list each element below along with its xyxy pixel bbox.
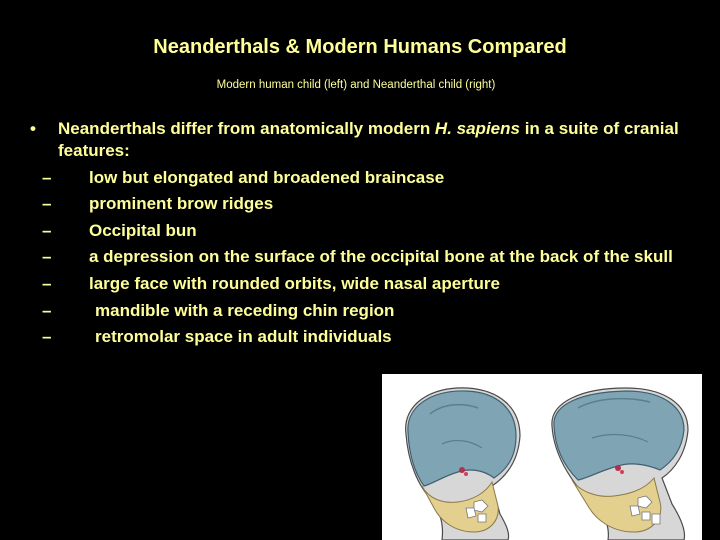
sub-item (30, 220, 690, 242)
bullet-text-rest: in a suite of cranial features: (58, 119, 679, 160)
dash-marker: – (42, 273, 52, 293)
sub-item-text: low but elongated and broadened braincase (89, 167, 445, 187)
skull-illustration (382, 374, 702, 540)
dash-marker: – (42, 300, 52, 320)
sub-item (30, 167, 690, 189)
bullet-text-lead: Neanderthals differ from anatomically modern (58, 119, 435, 138)
sub-item-text: retromolar space in adult individuals (95, 327, 392, 347)
sub-item-text: large face with rounded orbits, wide nasal aperture (89, 273, 500, 293)
sub-item-text: prominent brow ridges (89, 194, 274, 214)
skull-comparison-image (382, 374, 702, 540)
dash-marker: – (42, 167, 52, 187)
sub-item (30, 273, 690, 295)
dash-marker: – (42, 194, 52, 214)
dash-marker: – (42, 247, 52, 267)
bullet-item-main (30, 118, 690, 162)
neanderthal-child-skull (552, 388, 688, 540)
sub-item-text: mandible with a receding chin region (95, 300, 395, 320)
species-name: H. sapiens (434, 119, 520, 138)
sub-item (30, 300, 690, 322)
modern-human-child-skull (406, 388, 520, 540)
sub-item (30, 326, 690, 348)
sub-item (30, 193, 690, 215)
dash-marker: – (42, 220, 52, 240)
bullet-list (30, 118, 690, 348)
sub-item-text: a depression on the surface of the occipital bone at the back of the skull (89, 247, 673, 267)
bullet-marker: • (30, 119, 36, 138)
dash-marker: – (42, 327, 52, 347)
sub-item-text: Occipital bun (89, 220, 197, 240)
slide-subtitle: Modern human child (left) and Neanderthal child (right) (216, 79, 496, 91)
sub-item (30, 246, 690, 268)
slide-title: Neanderthals & Modern Humans Compared (153, 36, 567, 58)
